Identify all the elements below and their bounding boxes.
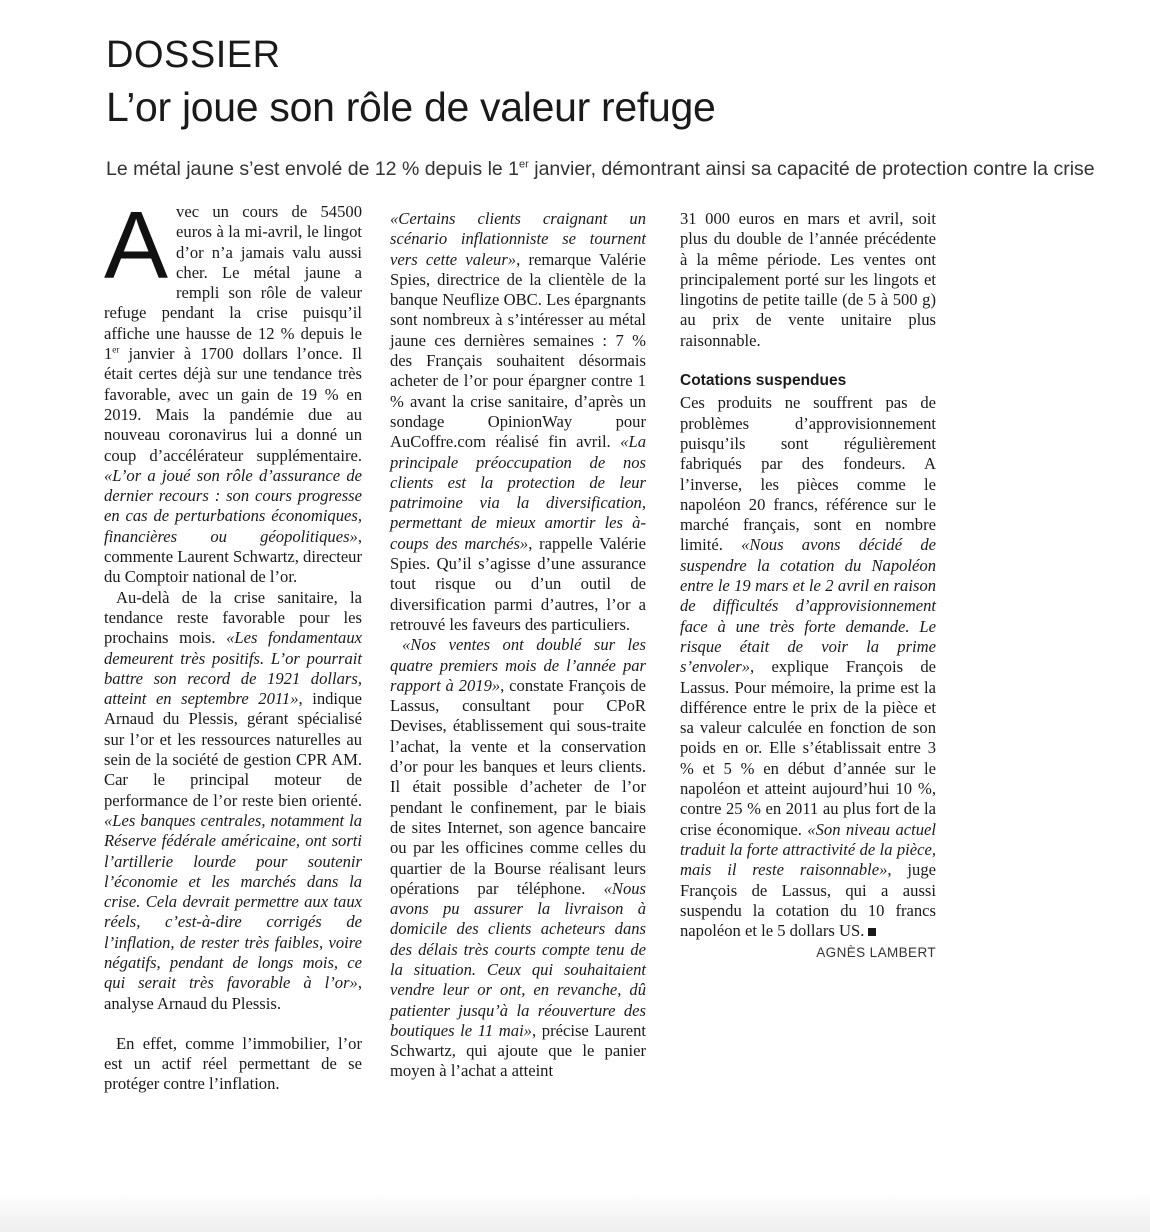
article-headline: L’or joue son rôle de valeur refuge	[106, 84, 716, 130]
quote: «Nous avons pu assurer la livraison à domicile des clients acheteurs dans des délais très courts compte tenu de la situation. Ceux qui souhaitaient vendre leur or ont, en revanche, dû patienter jusqu’à la réouverture des boutiques le 11 mai»	[390, 878, 646, 1040]
text-run: , constate François de Lassus, consultant pour CPoR Devises, établissement qui sous-traite l’achat, la vente et la conservation d’or pour les banques et leurs clients. Il était possible d’acheter de l’or pendant le confinement, par le biais de sites Internet, son agence bancaire ou par les officines comme celles du quartier de la Bourse réalisant leurs opérations par téléphone.	[390, 675, 646, 898]
section-subheading: Cotations suspendues	[680, 372, 847, 390]
text-run: , remarque Valérie Spies, directrice de la clientèle de la banque Neuflize OBC. Les épargnants sont nombreux à s’intéresser au métal jaune ces dernières semaines : 7 % des Français souhaitent désormais acheter de l’or pour épargner contre 1 % avant la crise sanitaire, d’après un sondage OpinionWay pour AuCoffre.com réalisé fin avril.	[390, 249, 647, 452]
article-column-2	[390, 209, 646, 1082]
text-run: , juge François de Lassus, qui a aussi suspendu la cotation du 10 francs napoléon et le 5 dollars US.	[680, 860, 936, 941]
text-run: , commente Laurent Schwartz, directeur du Comptoir national de l’or.	[104, 526, 363, 587]
quote: «L’or a joué son rôle d’assurance de dernier recours : son cours progresse en cas de perturbations économiques, financières ou géopolitiques»	[104, 465, 362, 546]
quote: «Certains clients craignant un scénario inflationniste se tournent vers cette valeur»	[390, 209, 646, 269]
text-run: , rappelle Valérie Spies. Qu’il s’agisse d’une assurance tout risque ou d’un outil de diversification parmi d’autres, l’or a retrouvé les faveurs des particuliers.	[390, 533, 646, 634]
text-run: , analyse Arnaud du Plessis.	[104, 973, 362, 1013]
quote: «Les banques centrales, notamment la Réserve fédérale américaine, ont sorti l’artillerie lourde pour soutenir l’économie et les marchés dans la crise. Cela devrait permettre aux taux réels, c’est-à-dire corrigés de l’inflation, de rester très faibles, voire négatifs, pendant de longs mois, ce qui serait très favorable à l’or»	[104, 810, 362, 993]
standfirst-text-a: Le métal jaune s’est envolé de 12 % depuis le 1	[106, 158, 520, 180]
article-column-1	[104, 192, 363, 1095]
section-kicker: DOSSIER	[106, 34, 281, 76]
text-run: , explique François de Lassus. Pour mémoire, la prime est la différence entre le prix de la pièce et sa valeur calculée en fonction de son poids en or. Elle s’établissait entre 3 % et 5 % en début d’année sur le napoléon et atteint aujourd’hui 10 %, contre 25 % en 2011 au plus fort de la crise économique.	[680, 657, 936, 839]
quote: «Nous avons décidé de suspendre la cotation du Napoléon entre le 19 mars et le 2 avril en raison de difficultés d’approvisionnement face à une très forte demande. Le risque était de voir la prime s’envoler»	[680, 535, 936, 677]
superscript: er	[112, 344, 120, 355]
quote: «Nos ventes ont doublé sur les quatre premiers mois de l’année par rapport à 2019»	[390, 635, 646, 695]
paragraph	[104, 192, 363, 588]
text-run: , précise Laurent Schwartz, qui ajoute que le panier moyen à l’achat a atteint	[390, 1020, 646, 1081]
paragraph: En effet, comme l’immobilier, l’or est un actif réel permettant de se protéger contre l’inflation.	[104, 1033, 362, 1094]
paragraph	[104, 588, 362, 1014]
article-column-3	[680, 209, 936, 964]
standfirst-text-b: janvier, démontrant ainsi sa capacité de protection contre la crise	[528, 158, 1095, 180]
paragraph: 31 000 euros en mars et avril, soit plus du double de l’année précédente à la même période. Les ventes ont principalement porté sur les lingots et lingotins de petite taille (de 5 à 500 g) au prix de vente unitaire plus raisonnable.	[680, 209, 936, 350]
page-bottom-shadow	[0, 1192, 1150, 1232]
quote: «Les fondamentaux demeurent très positifs. L’or pourrait battre son record de 1921 dollars, atteint en septembre 2011»	[104, 628, 362, 709]
text-run: , indique Arnaud du Plessis, gérant spécialisé sur l’or et les ressources naturelles au sein de la société de gestion CPR AM. Car le principal moteur de performance de l’or reste bien orienté.	[104, 689, 362, 810]
text-run: Ces produits ne souffrent pas de problèmes d’approvisionnement puisqu’ils sont régulièrement fabriqués par des fondeurs. A l’inverse, les pièces comme le napoléon 20 francs, référence sur le marché français, sont en nombre limité.	[680, 393, 936, 555]
paragraph	[390, 635, 646, 1082]
end-of-article-mark	[868, 928, 876, 936]
article-standfirst	[106, 156, 1106, 182]
author-byline: AGNÈS LAMBERT	[816, 945, 936, 961]
paragraph	[390, 209, 646, 635]
paragraph	[680, 393, 936, 941]
drop-cap: A	[104, 192, 169, 299]
text-run: Au-delà de la crise sanitaire, la tendance reste favorable pour les prochains mois.	[104, 587, 362, 648]
text-run: janvier à 1700 dollars l’once. Il était certes déjà sur une tendance très favorable, avec un gain de 19 % en 2019. Mais la pandémie due au nouveau coronavirus lui a donné un coup d’accélérateur supplémentaire.	[104, 344, 362, 465]
standfirst-superscript: er	[519, 158, 529, 171]
quote: «La principale préoccupation de nos clients est la protection de leur patrimoine via la diversification, permettant de mieux amortir les à-coups des marchés»	[390, 432, 646, 553]
quote: «Son niveau actuel traduit la forte attractivité de la pièce, mais il reste raisonnable»	[680, 819, 936, 880]
text-run: vec un cours de 54500 euros à la mi-avril, le lingot d’or n’a jamais valu aussi cher. Le métal jaune a rempli son rôle de valeur refuge pendant la crise puisqu’il affiche une hausse de 12 % depuis le 1	[104, 202, 362, 364]
